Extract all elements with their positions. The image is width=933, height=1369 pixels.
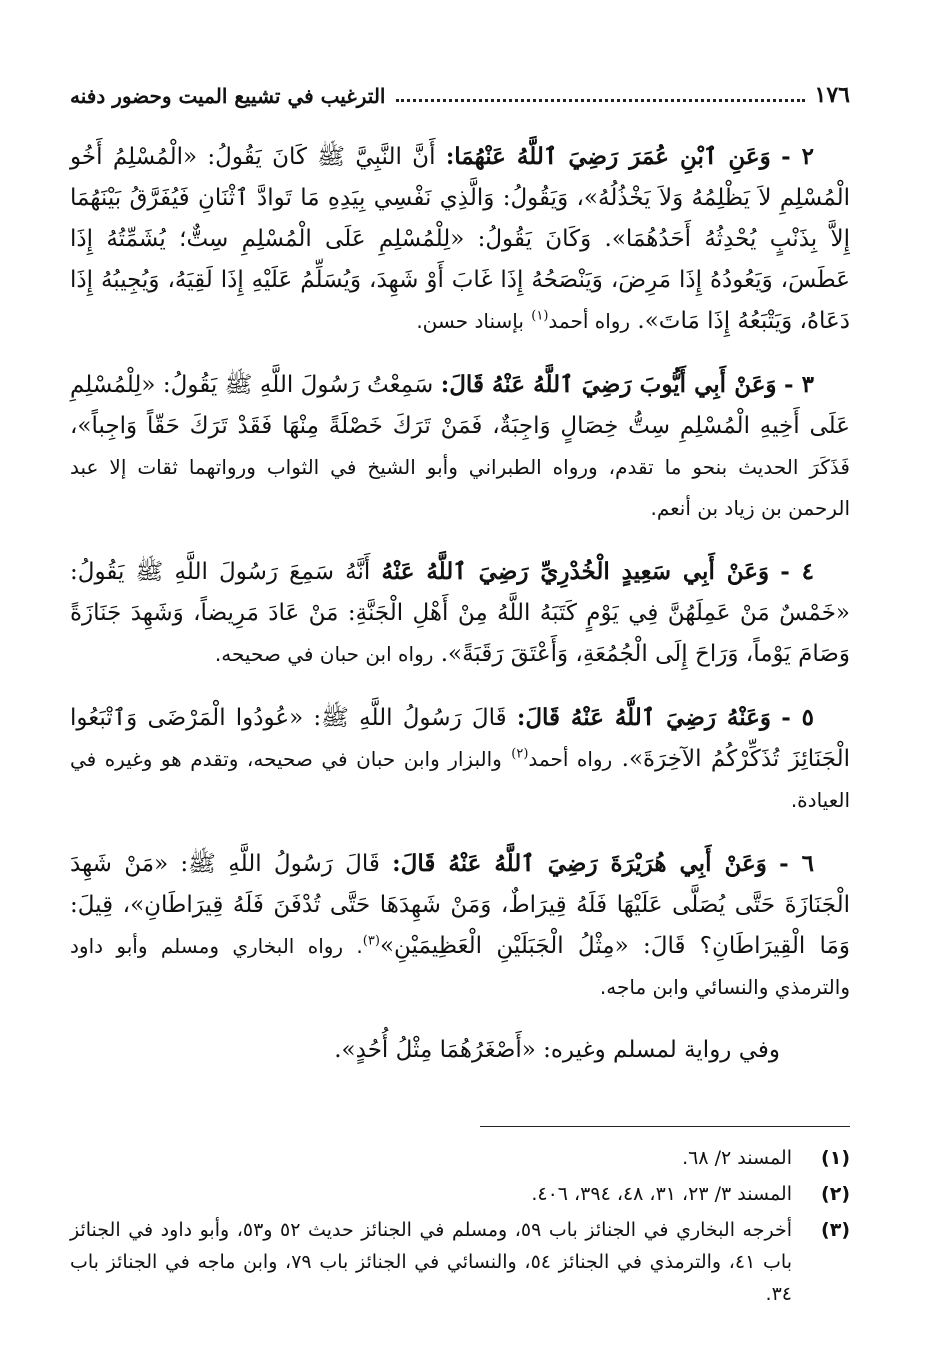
hadith-number: ٦ - — [779, 850, 815, 877]
hadith-4 — [70, 551, 850, 675]
footnote-text: المسند ٣/ ٢٣، ٣١، ٤٨، ٣٩٤، ٤٠٦. — [531, 1183, 792, 1205]
footnotes — [70, 1142, 850, 1314]
footnote-ref: (١) — [531, 308, 549, 324]
footnote-ref: (٣) — [362, 933, 380, 949]
footnote-1 — [70, 1142, 850, 1174]
hadith-6 — [70, 843, 850, 1008]
footnote-ref: (٢) — [511, 746, 529, 762]
hadith-number: ٥ - — [781, 704, 815, 731]
hadith-text: قَالَ رَسُولُ اللَّهِ ﷺ: «عُودُوا الْمَرْضَى وَٱتْبَعُوا الْجَنَائِزَ تُذَكِّرْكُمُ الآخِرَةَ». — [70, 705, 850, 772]
hadith-isnad: وَعَنْ أَبِي سَعِيدٍ الْخُدْرِيِّ رَضِيَ ٱللَّهُ عَنْهُ — [381, 558, 770, 585]
hadith-source-cont: بإسناد حسن. — [416, 309, 524, 333]
hadith-source: رواه أحمد — [528, 747, 613, 771]
footnote-3 — [70, 1214, 850, 1310]
hadith-2 — [70, 136, 850, 342]
hadith-isnad: وَعَنِ ٱبْنِ عُمَرَ رَضِيَ ٱللَّهُ عَنْهُمَا: — [445, 143, 771, 170]
hadith-source: . رواه البخاري ومسلم وأبو داود والترمذي والنسائي وابن ماجه. — [70, 934, 850, 999]
hadith-number: ٢ - — [781, 143, 815, 170]
extra-narration: وفي رواية لمسلم وغيره: «أَصْغَرُهُمَا مِثْلُ أُحُدٍ». — [334, 1037, 780, 1063]
hadith-isnad: وَعَنْ أَبِي أَيُّوبَ رَضِيَ ٱللَّهُ عَنْهُ قَالَ: — [440, 371, 777, 398]
hadith-text: قَالَ رَسُولُ اللَّهِ ﷺ: «مَنْ شَهِدَ الْجَنَازَةَ حَتَّى يُصَلَّى عَلَيْهَا فَلَهُ قِيرَاطٌ، وَمَنْ شَهِدَهَا حَتَّى تُدْفَنَ فَلَهُ قِيرَاطَانِ»، قِيلَ: وَمَا الْقِيرَاطَانِ؟ قَالَ: «مِثْلُ الْجَبَلَيْنِ الْعَظِيمَيْنِ» — [70, 851, 850, 959]
hadith-text: أَنَّ النَّبِيَّ ﷺ كَانَ يَقُولُ: «الْمُسْلِمُ أَخُو الْمُسْلِمِ لاَ يَظْلِمُهُ وَلاَ يَخْذُلُهُ»، وَيَقُولُ: وَالَّذِي نَفْسِي بِيَدِهِ مَا تَوادَّ ٱثْنَانِ فَيُفَرَّقُ بَيْنَهُمَا إِلاَّ بِذَنْبٍ يُحْدِثُهُ أَحَدُهُمَا». وَكَانَ يَقُولُ: «لِلْمُسْلِمِ عَلَى الْمُسْلِمِ سِتٌّ؛ يُشَمِّتُهُ إِذَا عَطَسَ، وَيَعُودُهُ إِذَا مَرِضَ، وَيَنْصَحُهُ إِذَا غَابَ أَوْ شَهِدَ، وَيُسَلِّمُ عَلَيْهِ إِذَا لَقِيَهُ، وَيُجِيبُهُ إِذَا دَعَاهُ، وَيَتْبَعُهُ إِذَا مَاتَ». — [70, 144, 850, 334]
page-number: ١٧٦ — [814, 81, 850, 108]
hadith-isnad: وَعَنْ أَبِي هُرَيْرَةَ رَضِيَ ٱللَّهُ عَنْهُ قَالَ: — [392, 850, 767, 877]
hadith-number: ٤ - — [780, 558, 815, 585]
book-page — [70, 72, 850, 1342]
main-text — [70, 136, 850, 1071]
hadith-isnad: وَعَنْهُ رَضِيَ ٱللَّهُ عَنْهُ قَالَ: — [516, 704, 771, 731]
footnote-number: (٢) — [821, 1183, 850, 1205]
hadith-5 — [70, 697, 850, 821]
footnote-separator — [480, 1126, 850, 1127]
footnote-2 — [70, 1178, 850, 1210]
footnote-number: (١) — [821, 1147, 850, 1169]
running-header — [70, 72, 850, 108]
footnote-text: أخرجه البخاري في الجنائز باب ٥٩، ومسلم في الجنائز حديث ٥٢ و٥٣، وأبو داود في الجنائز باب ٤١، والترمذي في الجنائز ٥٤، والنسائي في الجنائز باب ٧٩، وابن ماجه في الجنائز باب ٣٤. — [70, 1219, 792, 1305]
hadith-source: فَذَكَرَ الحديث بنحو ما تقدم، ورواه الطبراني وأبو الشيخ في الثواب ورواتهما ثقات إلا عبد الرحمن بن زياد بن أنعم. — [70, 455, 850, 520]
footnote-number: (٣) — [821, 1219, 850, 1241]
hadith-source: رواه ابن حبان في صحيحه. — [214, 642, 434, 666]
hadith-text: سَمِعْتُ رَسُولَ اللَّهِ ﷺ يَقُولُ: «لِلْمُسْلِمِ عَلَى أَخِيهِ الْمُسْلِمِ سِتُّ خِصَالٍ وَاجِبَةٌ، فَمَنْ تَرَكَ خَصْلَةً مِنْهَا فَقَدْ تَرَكَ حَقّاً وَاجِباً»، — [70, 372, 850, 439]
leader-dots — [396, 99, 805, 102]
hadith-3 — [70, 364, 850, 529]
hadith-source-cont: والبزار وابن حبان في صحيحه، وتقدم هو وغيره في العيادة. — [70, 747, 850, 812]
hadith-text: أَنَّهُ سَمِعَ رَسُولَ اللَّهِ ﷺ يَقُولُ: «خَمْسٌ مَنْ عَمِلَهُنَّ فِي يَوْمٍ كَتَبَهُ اللَّهُ مِنْ أَهْلِ الْجَنَّةِ: مَنْ عَادَ مَرِيضاً، وَشَهِدَ جَنَازَةً وَصَامَ يَوْماً، وَرَاحَ إِلَى الْجُمُعَةِ، وَأَعْتَقَ رَقَبَةً». — [70, 559, 850, 667]
hadith-source: رواه أحمد — [548, 309, 631, 333]
hadith-number: ٣ - — [783, 371, 815, 398]
footnote-text: المسند ٢/ ٦٨. — [682, 1147, 792, 1169]
chapter-title: الترغيب في تشييع الميت وحضور دفنه — [70, 84, 386, 108]
